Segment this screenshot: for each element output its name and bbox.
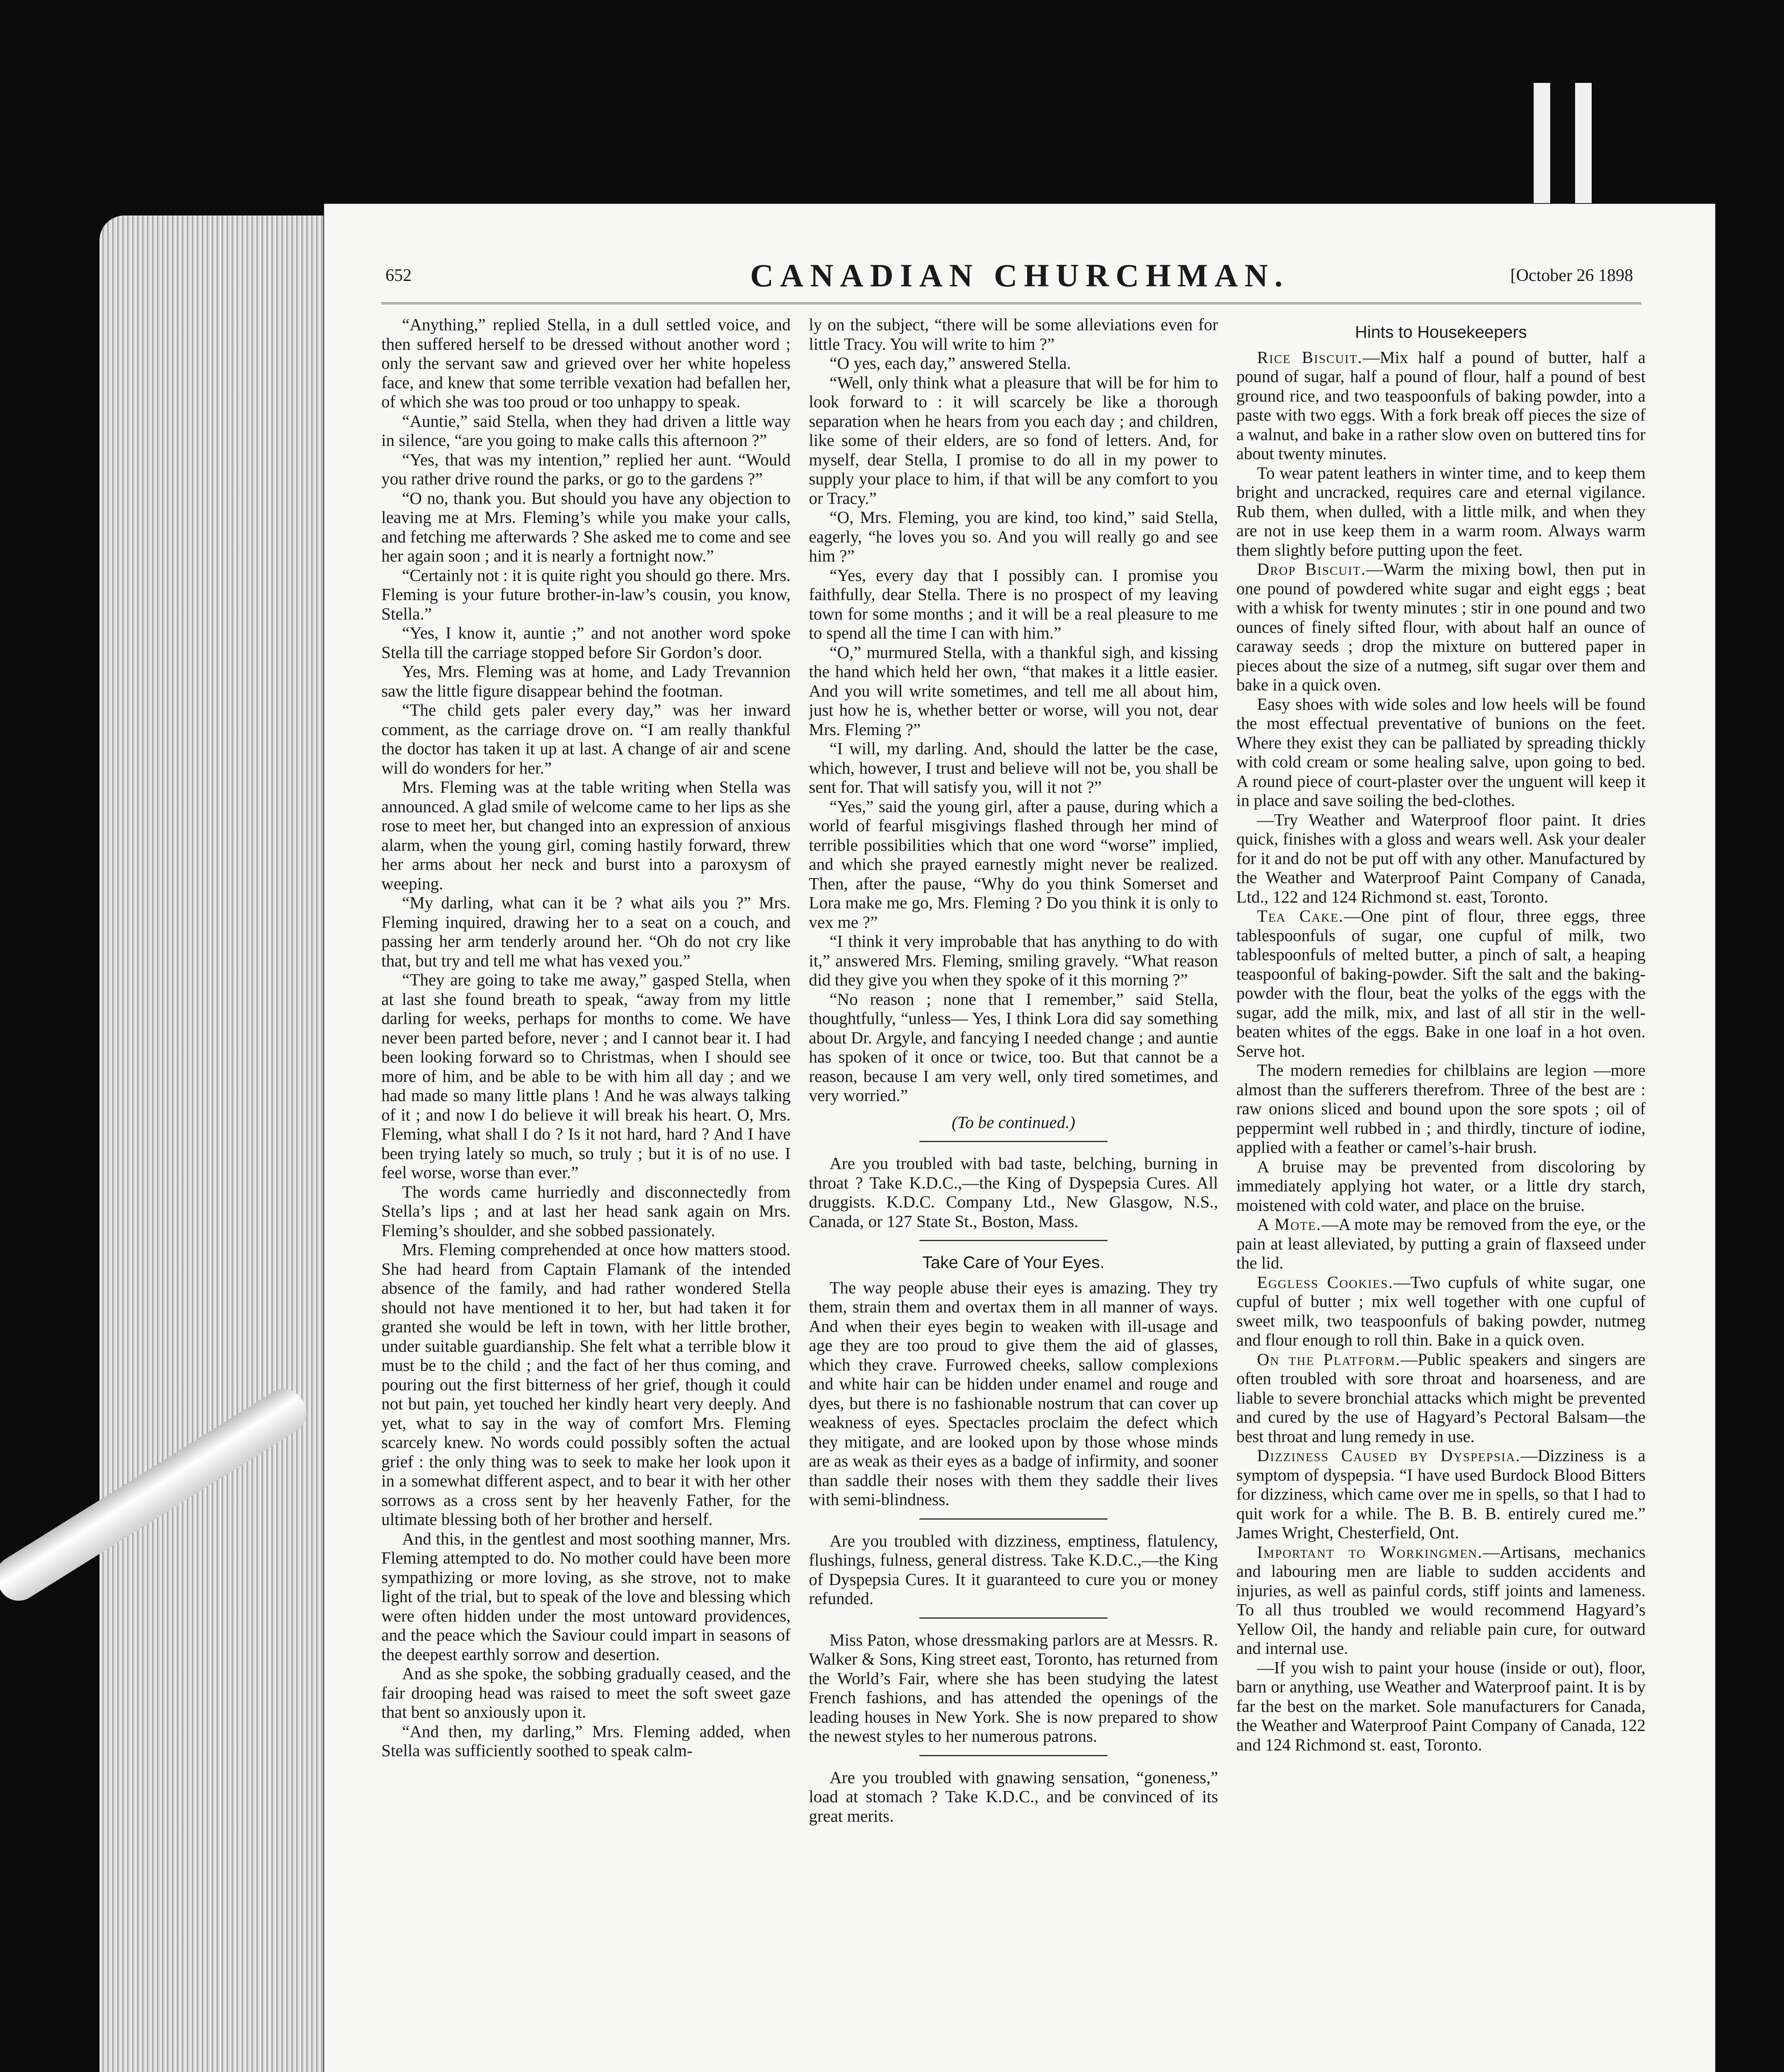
column-3: [1236, 315, 1646, 2072]
hint-paragraph: [1236, 906, 1646, 1060]
story-paragraph: And this, in the gentlest and most soothing manner, Mrs. Fleming attempted to do. No mother could have been more sympathizing or more loving, as she strove, not to make light of the trial, but to speak of the love and blessing which were often hidden under the most untoward providences, and the peace which the Saviour could impart in seasons of the deepest earthly sorrow and desertion.: [381, 1529, 791, 1664]
story-paragraph: “They are going to take me away,” gasped Stella, when at last she found breath to speak, “away from my little darling for weeks, perhaps for months to come. We have never been parted before, never ; and I cannot bear it. I had been looking forward so to Christmas, when I should see more of him, and be able to be with him all day ; and we had made so many little plans ! And he was always talking of it ; and now I do believe it will break his heart. O, Mrs. Fleming, what shall I do ? Is it not hard, hard ? And I have been trying lately so much, so truly ; but it is of no use. I feel worse, worse than ever.”: [381, 970, 791, 1182]
story-paragraph: “O yes, each day,” answered Stella.: [829, 353, 1071, 373]
hint-title: On the Platform.: [1257, 1349, 1401, 1369]
text-columns: [381, 315, 1646, 2072]
divider: [919, 1141, 1108, 1142]
hint-paragraph: [1236, 1350, 1646, 1446]
divider: [919, 1240, 1108, 1241]
hint-paragraph: —Try Weather and Waterproof floor paint. It dries quick, finishes with a gloss and wears well. Ask your dealer for it and do not be put off with any other. Manufactured by the Weather and Waterproof Paint Company of Canada, Ltd., 122 and 124 Richmond st. east, Toronto.: [1236, 810, 1646, 906]
hint-title: Important to Workingmen.: [1257, 1542, 1483, 1561]
page-number: 652: [385, 266, 412, 285]
hint-paragraph: [1236, 348, 1646, 463]
hint-body: —Warm the mixing bowl, then put in one pound of powdered white sugar and eight eggs ; beat with a whisk for twenty minutes ; stir in one pound and two ounces of finely sifted flour, with about half an ounce of caraway seeds ; drop the mixture on buttered paper in pieces about the size of a nutmeg, sift sugar over them and bake in a quick oven.: [1236, 559, 1646, 694]
story-paragraph: “O, Mrs. Fleming, you are kind, too kind,” said Stella, eagerly, “he loves you so. And you will really go and see him ?”: [809, 508, 1218, 565]
hint-paragraph: [1236, 1446, 1646, 1542]
hint-paragraph: [1236, 1215, 1646, 1273]
hint-body: —One pint of flour, three eggs, three tablespoonfuls of sugar, one cupful of milk, two tablespoonfuls of melted butter, a pinch of salt, a heaping teaspoonful of baking-powder. Sift the salt and the baking-powder with the flour, beat the yolks of the eggs with the sugar, add the milk, mix, and last of all stir in the well-beaten whites of the eggs. Bake in one loaf in a hot oven. Serve hot.: [1236, 906, 1646, 1060]
story-paragraph: ly on the subject, “there will be some alleviations even for little Tracy. You will write to him ?”: [809, 315, 1218, 353]
hint-paragraph: To wear patent leathers in winter time, and to keep them bright and uncracked, requires care and eternal vigilance. Rub them, when dulled, with a little milk, and when they are not in use keep them in a warm room. Always warm them slightly before putting upon the feet.: [1236, 463, 1646, 559]
story-paragraph: “Yes, that was my intention,” replied her aunt. “Would you rather drive round the parks, or go to the gardens ?”: [381, 450, 791, 488]
divider: [919, 1518, 1108, 1520]
hint-paragraph: A bruise may be prevented from discoloring by immediately applying hot water, or a little dry starch, moistened with cold water, and place on the bruise.: [1236, 1157, 1646, 1215]
hint-paragraph: [1236, 559, 1646, 695]
story-paragraph: “O no, thank you. But should you have any objection to leaving me at Mrs. Fleming’s while you make your calls, and fetching me afterwards ? She asked me to come and see her again soon ; and it is nearly a fortnight now.”: [381, 488, 791, 565]
story-paragraph: “No reason ; none that I remember,” said Stella, thoughtfully, “unless— Yes, I think Lora did say something about Dr. Argyle, and fancying I needed change ; and auntie has spoken of it once or twice, too. But that cannot be a reason, because I am very well, only tired sometimes, and very worried.”: [809, 989, 1218, 1105]
scanner-bar-top-2: [1575, 83, 1592, 203]
hint-paragraph: The modern remedies for chilblains are legion —more almost than the sufferers therefrom. Three of the best are : raw onions sliced and bound upon the sore spots ; oil of peppermint well rubbed in ; and thirdly, tincture of iodine, applied with a feather or camel’s-hair brush.: [1236, 1060, 1646, 1157]
hint-title: A Mote.: [1257, 1215, 1321, 1234]
advertisement: Are you troubled with gnawing sensation, “goneness,” load at stomach ? Take K.D.C., and be convinced of its great merits.: [809, 1767, 1218, 1825]
advertisement: Are you troubled with dizziness, emptiness, flatulency, flushings, fulness, general distress. Take K.D.C.,—the King of Dyspepsia Cures. It it guaranteed to cure you or money refunded.: [809, 1531, 1218, 1608]
story-paragraph: The words came hurriedly and disconnectedly from Stella’s lips ; and at last her head sank again on Mrs. Fleming’s shoulder, and she sobbed passionately.: [381, 1182, 791, 1240]
story-paragraph: “My darling, what can it be ? what ails you ?” Mrs. Fleming inquired, drawing her to a seat on a couch, and passing her arm tenderly around her. “Oh do not cry like that, but try and tell me what has vexed you.”: [381, 893, 791, 970]
story-paragraph: “Certainly not : it is quite right you should go there. Mrs. Fleming is your future brother-in-law’s cousin, you know, Stella.”: [381, 565, 791, 623]
hint-paragraph: Easy shoes with wide soles and low heels will be found the most effectual preventative of bunions on the feet. Where they exist they can be palliated by spreading thickly with cold cream or some healing salve, upon going to bed. A round piece of court-plaster over the unguent will keep it in place and save soiling the bed-clothes.: [1236, 694, 1646, 810]
hint-title: Tea Cake.: [1257, 906, 1344, 925]
hint-title: Rice Biscuit.: [1257, 347, 1363, 367]
hint-body: —Public speakers and singers are often troubled with sore throat and hoarseness, and are liable to severe bronchial attacks which might be prevented and cured by the use of Hagyard’s Pectoral Balsam—the best throat and lung remedy in use.: [1236, 1349, 1646, 1446]
hint-title: Eggless Cookies.: [1257, 1272, 1394, 1292]
story-paragraph: Mrs. Fleming comprehended at once how matters stood. She had heard from Captain Flamank of the intended absence of the family, and had rather wondered Stella should not have mentioned it to her, but had taken it for granted she would be left in town, with her little brother, under suitable guardianship. She felt what a terrible blow it must be to the child ; and the fact of her thus coming, and pouring out the first bitterness of her grief, though it could not but pain, yet touched her kindly heart very deeply. And yet, what to say in the way of comfort Mrs. Fleming scarcely knew. No words could possibly soften the actual grief : the only thing was to seek to make her look upon it in a somewhat different aspect, and to bear it with her other sorrows as a cross sent by her heavenly Father, for the ultimate blessing both of her brother and herself.: [381, 1240, 791, 1529]
issue-date: [October 26 1898: [1510, 266, 1633, 285]
story-paragraph: “Yes,” said the young girl, after a pause, during which a world of fearful misgivings flashed through her mind of terrible possibilities which that one word “worse” implied, and which she prayed earnestly might never be realized. Then, after the pause, “Why do you think Somerset and Lora make me go, Mrs. Fleming ? Do you think it is only to vex me ?”: [809, 796, 1218, 932]
divider: [919, 1755, 1108, 1756]
masthead-title: CANADIAN CHURCHMAN.: [750, 257, 1290, 293]
scanner-bar-top-1: [1534, 83, 1550, 203]
story-paragraph: “I will, my darling. And, should the latter be the case, which, however, I trust and believe will not be, you shall be sent for. That will satisfy you, will it not ?”: [809, 739, 1218, 796]
hint-body: —Artisans, mechanics and labouring men are liable to sudden accidents and injuries, as well as painful cords, stiff joints and lameness. To all thus troubled we would recommend Hagyard’s Yellow Oil, the handy and reliable pain cure, for outward and internal use.: [1236, 1542, 1646, 1658]
story-paragraph: “Well, only think what a pleasure that will be for him to look forward to : it will scarcely be like a thorough separation when he hears from you each day ; and children, like some of their elders, are so fond of letters. And, for myself, dear Stella, I promise to do all in my power to supply your place to him, if that will be any comfort to you or Tracy.”: [809, 373, 1218, 508]
story-paragraph: “Anything,” replied Stella, in a dull settled voice, and then suffered herself to be dressed without another word ; only the servant saw and grieved over her white hopeless face, and knew that some terrible vexation had befallen her, of which she was too proud or too unhappy to speak.: [381, 315, 791, 411]
hint-body: —A mote may be removed from the eye, or the pain at least alleviated, by putting a grain of flaxseed under the lid.: [1236, 1215, 1646, 1272]
hint-title: Drop Biscuit.: [1257, 559, 1366, 579]
hint-body: —Mix half a pound of butter, half a pound of sugar, half a pound of flour, half a pound of best ground rice, and two teaspoonfuls of baking powder, into a paste with two eggs. With a fork break off pieces the size of a walnut, and bake in a rather slow oven on buttered tins for about twenty minutes.: [1236, 347, 1646, 463]
hint-body: —Two cupfuls of white sugar, one cupful of butter ; mix well together with one cupful of sweet milk, two teaspoonfuls of baking powder, nutmeg and flour enough to roll thin. Bake in a quick oven.: [1236, 1272, 1646, 1349]
advertisement: Miss Paton, whose dressmaking parlors are at Messrs. R. Walker & Sons, King street east, Toronto, has returned from the World’s Fair, where she has been studying the latest French fashions, and has attended the openings of the leading houses in New York. She is now prepared to show the newest styles to her numerous patrons.: [809, 1630, 1218, 1745]
article-heading: Take Care of Your Eyes.: [922, 1253, 1105, 1272]
story-paragraph: “O,” murmured Stella, with a thankful sigh, and kissing the hand which held her own, “that makes it a little easier. And you will write sometimes, and tell me all about him, just how he is, whether better or worse, will you not, dear Mrs. Fleming ?”: [809, 642, 1218, 739]
hint-paragraph: —If you wish to paint your house (inside or out), floor, barn or anything, use Weather and Waterproof paint. It is by far the best on the market. Sole manufacturers for Canada, the Weather and Waterproof Paint Company of Canada, 122 and 124 Richmond st. east, Toronto.: [1236, 1658, 1646, 1754]
hint-body: —Dizziness is a symptom of dyspepsia. “I have used Burdock Blood Bitters for dizziness, which came over me in spells, so that I had to quit work for a while. The B. B. B. entirely cured me.” James Wright, Chesterfield, Ont.: [1236, 1446, 1646, 1542]
column-2: [809, 315, 1218, 2072]
story-paragraph: “Yes, every day that I possibly can. I promise you faithfully, dear Stella. There is no prospect of my leaving town for some months ; and it will be a real pleasure to me to spend all the time I can with him.”: [809, 565, 1218, 642]
story-paragraph: “Auntie,” said Stella, when they had driven a little way in silence, “are you going to make calls this afternoon ?”: [381, 411, 791, 450]
hint-paragraph: [1236, 1542, 1646, 1658]
header-rule: [381, 303, 1641, 304]
story-paragraph: “The child gets paler every day,” was her inward comment, as the carriage drove on. “I am really thankful the doctor has taken it up at last. A change of air and scene will do wonders for her.”: [381, 700, 791, 777]
section-heading: Hints to Housekeepers: [1355, 322, 1527, 341]
hint-paragraph: [1236, 1273, 1646, 1350]
story-paragraph: Mrs. Fleming was at the table writing when Stella was announced. A glad smile of welcome came to her lips as she rose to meet her, but changed into an expression of anxious alarm, when the young girl, coming hastily forward, threw her arms about her neck and burst into a paroxysm of weeping.: [381, 777, 791, 893]
advertisement: Are you troubled with bad taste, belching, burning in throat ? Take K.D.C.,—the King of Dyspepsia Cures. All druggists. K.D.C. Company Ltd., New Glasgow, N.S., Canada, or 127 State St., Boston, Mass.: [809, 1154, 1218, 1231]
story-paragraph: “And then, my darling,” Mrs. Fleming added, when Stella was sufficiently soothed to speak calm-: [381, 1721, 791, 1760]
to-be-continued: (To be continued.): [952, 1112, 1075, 1132]
newspaper-page: [323, 203, 1716, 2072]
story-paragraph: And as she spoke, the sobbing gradually ceased, and the fair drooping head was raised to meet the soft sweet gaze that bent so anxiously upon it.: [381, 1664, 791, 1721]
story-paragraph: “Yes, I know it, auntie ;” and not another word spoke Stella till the carriage stopped before Sir Gordon’s door.: [381, 623, 791, 662]
hint-title: Dizziness Caused by Dyspepsia.: [1257, 1446, 1521, 1465]
divider: [919, 1617, 1108, 1619]
column-1: [381, 315, 790, 2072]
article-body: The way people abuse their eyes is amazing. They try them, strain them and overtax them in all manner of ways. And when their eyes begin to weaken with ill-usage and age they are too proud to give them the aid of glasses, which they crave. Furrowed cheeks, sallow complexions and white hair can be hidden under enamel and rouge and dyes, but there is no fashionable nostrum that can cover up weakness of eyes. Spectacles proclaim the defect which they mitigate, and are looked upon by those whose minds are as weak as their eyes as a badge of infirmity, and sooner than saddle their noses with them they saddle their lives with semi-blindness.: [809, 1278, 1218, 1509]
story-paragraph: Yes, Mrs. Fleming was at home, and Lady Trevannion saw the little figure disappear behind the footman.: [381, 662, 791, 700]
story-paragraph: “I think it very improbable that has anything to do with it,” answered Mrs. Fleming, smiling gravely. “What reason did they give you when they spoke of it this morning ?”: [809, 932, 1218, 989]
page-header: [323, 253, 1716, 298]
book-page-edges: [99, 215, 332, 2072]
